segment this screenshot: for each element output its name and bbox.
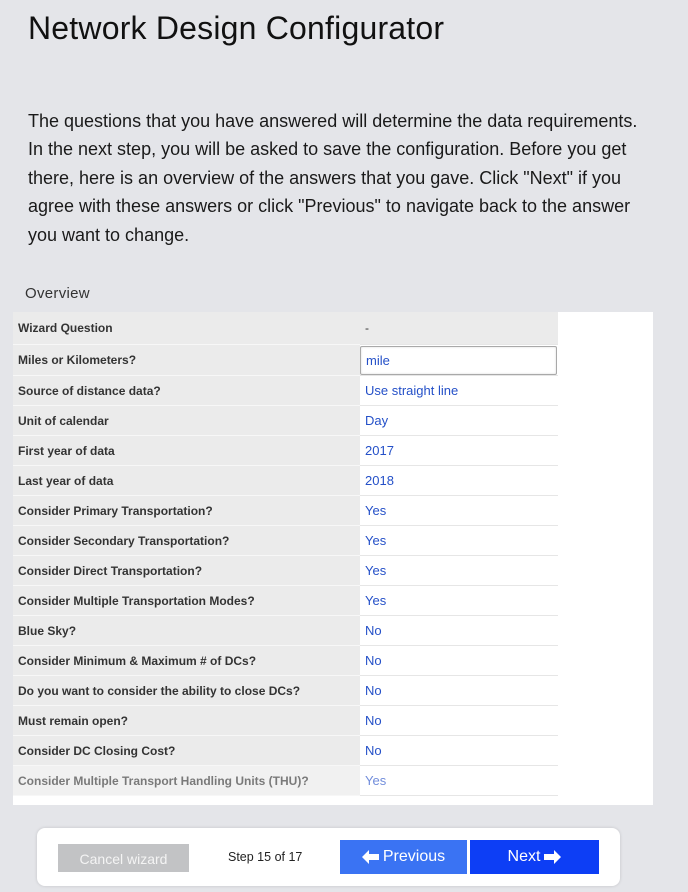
- question-cell: Consider Multiple Transportation Modes?: [13, 586, 360, 616]
- table-row: [13, 345, 558, 376]
- previous-button[interactable]: [340, 840, 467, 874]
- cancel-wizard-button[interactable]: Cancel wizard: [58, 844, 189, 872]
- step-indicator: Step 15 of 17: [228, 850, 303, 864]
- question-cell: Consider DC Closing Cost?: [13, 736, 360, 766]
- answer-cell[interactable]: No: [360, 736, 558, 766]
- question-cell: Consider Multiple Transport Handling Units (THU)?: [13, 766, 360, 796]
- question-cell: Miles or Kilometers?: [13, 345, 360, 376]
- table-row: [13, 436, 558, 466]
- answer-cell[interactable]: Yes: [360, 556, 558, 586]
- table-row: [13, 616, 558, 646]
- question-cell: Last year of data: [13, 466, 360, 496]
- question-cell: Unit of calendar: [13, 406, 360, 436]
- overview-panel: [13, 312, 653, 805]
- table-row: [13, 706, 558, 736]
- answer-cell[interactable]: No: [360, 616, 558, 646]
- table-row: [13, 586, 558, 616]
- intro-text: The questions that you have answered will determine the data requirements. In the next step, you will be asked to save the configuration. Before you get there, here is an overview of the answers that you gave. Click "Next" if you agree with these answers or click "Previous" to navigate back to the answer you want to change.: [28, 111, 638, 245]
- table-row: [13, 376, 558, 406]
- next-button[interactable]: [470, 840, 599, 874]
- answer-cell[interactable]: 2017: [360, 436, 558, 466]
- page-title: Network Design Configurator: [28, 10, 445, 46]
- next-label: Next: [507, 848, 541, 865]
- table-row: [13, 406, 558, 436]
- answer-cell[interactable]: Yes: [360, 496, 558, 526]
- answer-cell[interactable]: [360, 345, 558, 376]
- answer-cell[interactable]: Use straight line: [360, 376, 558, 406]
- table-row: [13, 736, 558, 766]
- table-row: [13, 646, 558, 676]
- answer-cell[interactable]: Day: [360, 406, 558, 436]
- question-cell: Consider Minimum & Maximum # of DCs?: [13, 646, 360, 676]
- answer-cell[interactable]: No: [360, 676, 558, 706]
- question-cell: Must remain open?: [13, 706, 360, 736]
- table-row: [13, 466, 558, 496]
- question-cell: Do you want to consider the ability to close DCs?: [13, 676, 360, 706]
- overview-table: [13, 312, 558, 796]
- question-cell: Consider Primary Transportation?: [13, 496, 360, 526]
- question-cell: Blue Sky?: [13, 616, 360, 646]
- answer-cell[interactable]: Yes: [360, 766, 558, 796]
- table-row: [13, 526, 558, 556]
- table-header-row: [13, 312, 558, 345]
- previous-label: Previous: [382, 848, 446, 865]
- overview-label: Overview: [25, 285, 90, 302]
- table-row: [13, 556, 558, 586]
- wizard-footer: [37, 828, 620, 886]
- question-cell: Consider Secondary Transportation?: [13, 526, 360, 556]
- answer-cell[interactable]: 2018: [360, 466, 558, 496]
- column-header-question: Wizard Question: [13, 312, 360, 345]
- arrow-right-icon: [543, 850, 561, 864]
- question-cell: Consider Direct Transportation?: [13, 556, 360, 586]
- answer-cell[interactable]: No: [360, 646, 558, 676]
- arrow-left-icon: [362, 850, 380, 864]
- table-row: [13, 496, 558, 526]
- column-header-answer: -: [360, 312, 558, 345]
- question-cell: First year of data: [13, 436, 360, 466]
- answer-input[interactable]: mile: [360, 346, 557, 375]
- table-row: [13, 676, 558, 706]
- answer-cell[interactable]: No: [360, 706, 558, 736]
- answer-cell[interactable]: Yes: [360, 526, 558, 556]
- question-cell: Source of distance data?: [13, 376, 360, 406]
- table-row: [13, 766, 558, 796]
- answer-cell[interactable]: Yes: [360, 586, 558, 616]
